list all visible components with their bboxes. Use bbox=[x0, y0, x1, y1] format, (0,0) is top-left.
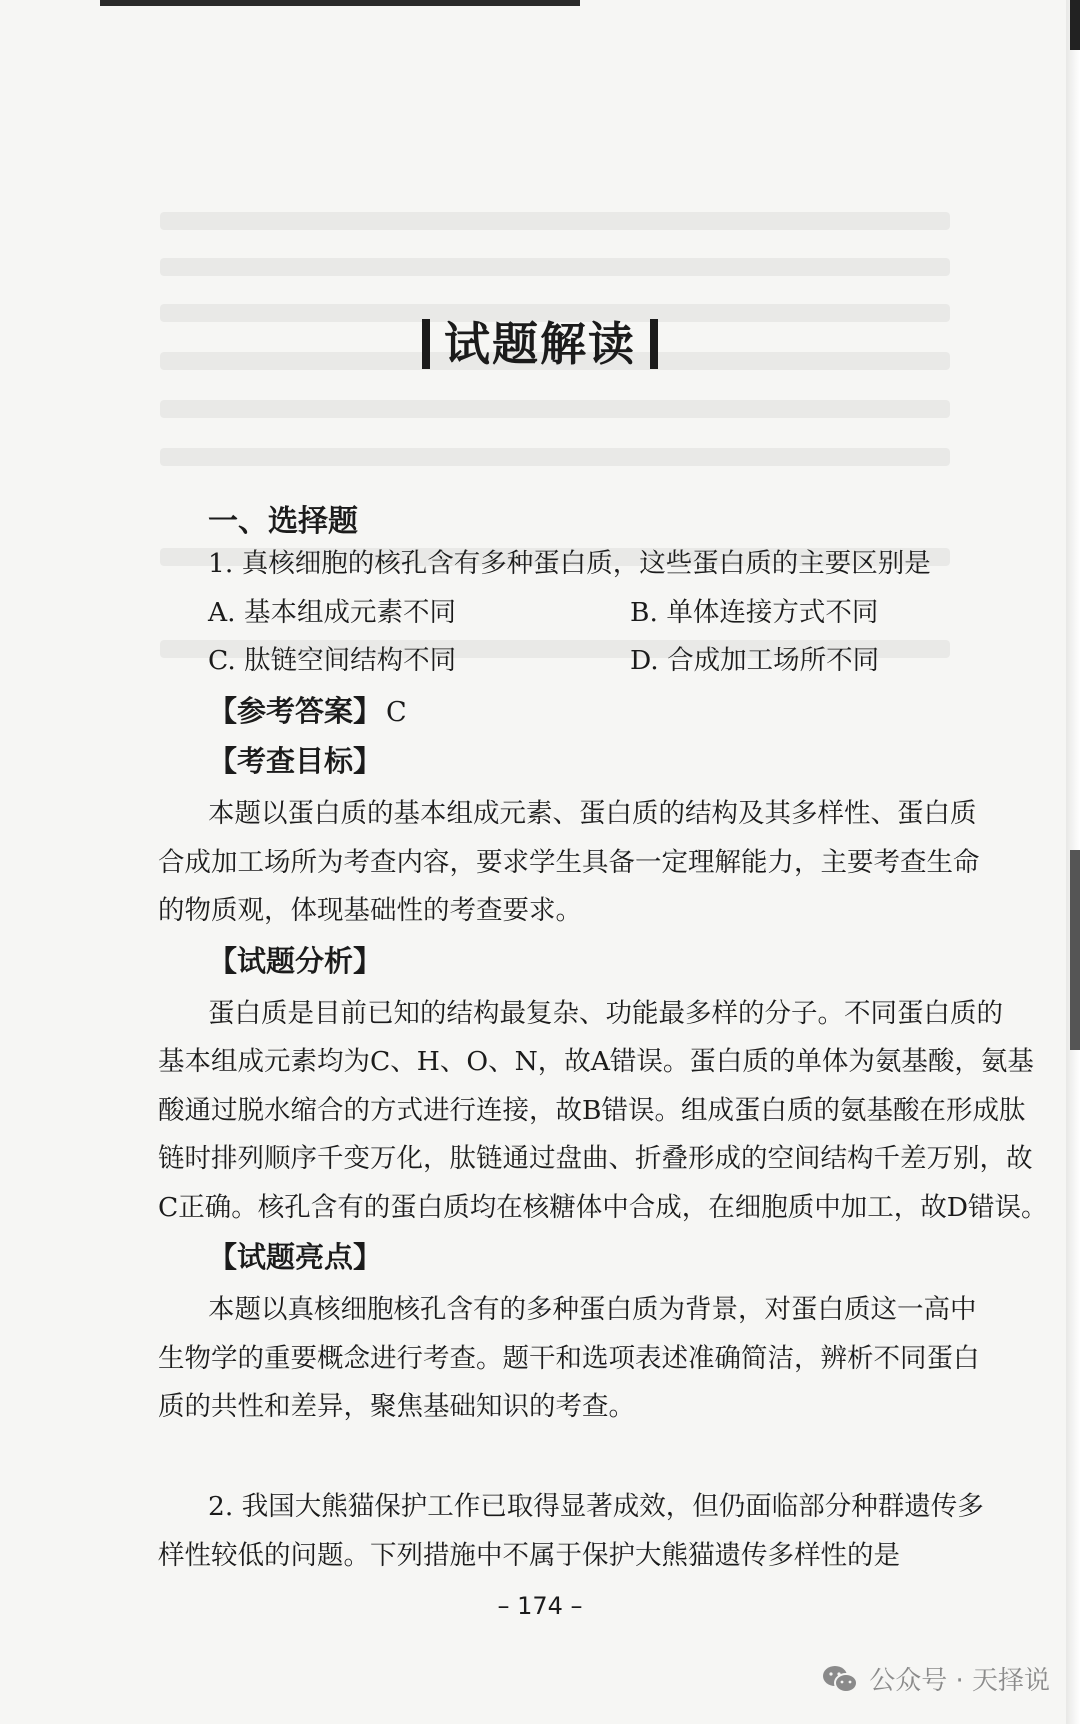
scan-edge-right-mark bbox=[1070, 850, 1080, 1050]
analysis-paragraph-line: 酸通过脱水缩合的方式进行连接，故B错误。组成蛋白质的氨基酸在形成肽 bbox=[158, 1095, 1026, 1126]
target-label: 【考查目标】 bbox=[208, 744, 383, 778]
highlight-label: 【试题亮点】 bbox=[208, 1240, 383, 1274]
target-paragraph-line: 的物质观，体现基础性的考查要求。 bbox=[158, 895, 582, 926]
analysis-label: 【试题分析】 bbox=[208, 944, 383, 978]
analysis-paragraph-line: 蛋白质是目前已知的结构最复杂、功能最多样的分子。不同蛋白质的 bbox=[208, 998, 1003, 1029]
analysis-paragraph-line: 链时排列顺序千变万化，肽链通过盘曲、折叠形成的空间结构千差万别，故 bbox=[158, 1143, 1033, 1174]
answer-value: C bbox=[386, 697, 407, 728]
target-paragraph-line: 本题以蛋白质的基本组成元素、蛋白质的结构及其多样性、蛋白质 bbox=[208, 798, 977, 829]
watermark bbox=[821, 1660, 1050, 1697]
highlight-paragraph-line: 生物学的重要概念进行考查。题干和选项表述准确简洁，辨析不同蛋白 bbox=[158, 1343, 980, 1374]
title-bar-right bbox=[650, 319, 658, 369]
watermark-text: 公众号 · 天择说 bbox=[869, 1666, 1050, 1696]
bleed-through bbox=[160, 400, 950, 418]
scan-edge-right-dark bbox=[1070, 0, 1080, 50]
option-b: B. 单体连接方式不同 bbox=[630, 597, 879, 628]
bleed-through bbox=[160, 448, 950, 466]
question-2-stem-line: 2. 我国大熊猫保护工作已取得显著成效，但仍面临部分种群遗传多 bbox=[208, 1491, 984, 1522]
highlight-paragraph-line: 本题以真核细胞核孔含有的多种蛋白质为背景，对蛋白质这一高中 bbox=[208, 1294, 977, 1325]
page-title bbox=[0, 308, 1080, 374]
question-2-stem-line: 样性较低的问题。下列措施中不属于保护大熊猫遗传多样性的是 bbox=[158, 1540, 900, 1571]
highlight-paragraph-line: 质的共性和差异，聚焦基础知识的考查。 bbox=[158, 1391, 635, 1422]
page-title-text: 试题解读 bbox=[444, 317, 636, 371]
answer-label: 【参考答案】 bbox=[208, 694, 383, 728]
scan-edge-top bbox=[100, 0, 580, 6]
page-number: – 174 – bbox=[497, 1592, 583, 1620]
option-a: A. 基本组成元素不同 bbox=[208, 597, 456, 628]
section-heading: 一、选择题 bbox=[208, 504, 358, 539]
answer-section bbox=[208, 694, 407, 728]
analysis-paragraph-line: 基本组成元素均为C、H、O、N，故A错误。蛋白质的单体为氨基酸，氨基 bbox=[158, 1046, 1034, 1077]
analysis-paragraph-line: C正确。核孔含有的蛋白质均在核糖体中合成，在细胞质中加工，故D错误。 bbox=[158, 1192, 1048, 1223]
option-c: C. 肽链空间结构不同 bbox=[208, 645, 457, 676]
option-d: D. 合成加工场所不同 bbox=[630, 645, 880, 676]
bleed-through bbox=[160, 212, 950, 230]
target-paragraph-line: 合成加工场所为考查内容，要求学生具备一定理解能力，主要考查生命 bbox=[158, 847, 980, 878]
wechat-icon bbox=[821, 1664, 859, 1694]
title-bar-left bbox=[422, 319, 430, 369]
bleed-through bbox=[160, 258, 950, 276]
question-1-stem: 1. 真核细胞的核孔含有多种蛋白质，这些蛋白质的主要区别是 bbox=[208, 548, 931, 579]
